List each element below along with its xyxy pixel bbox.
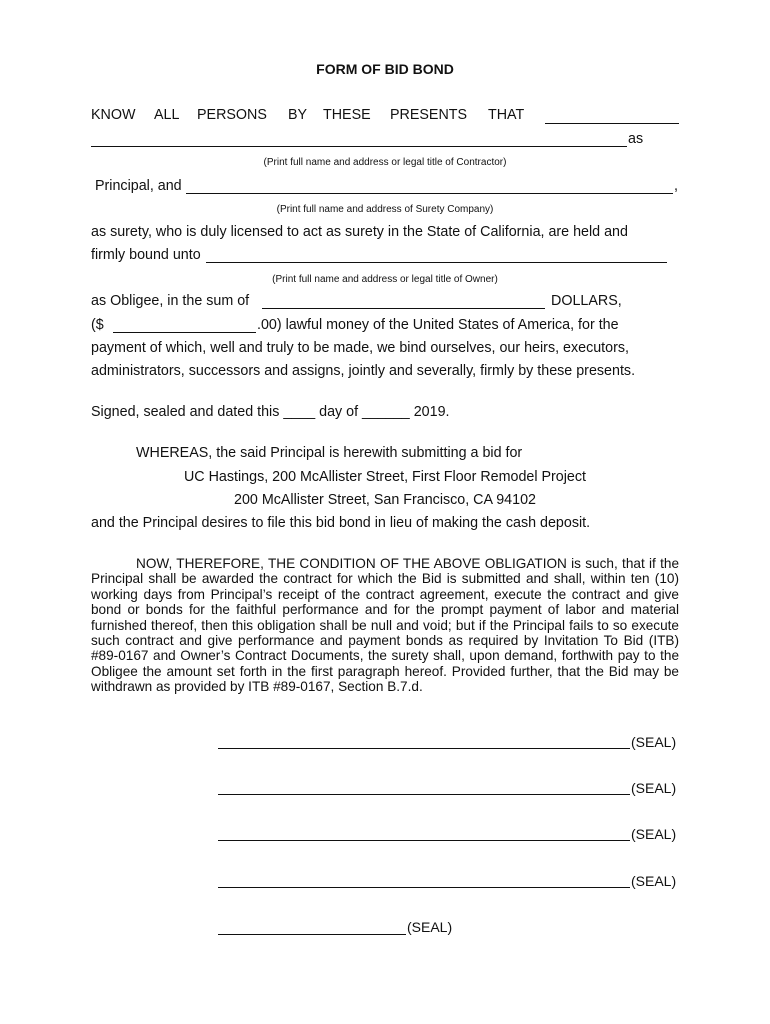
presents-word: PRESENTS: [390, 107, 468, 123]
principal-label: Principal, and: [95, 178, 182, 194]
signature-line[interactable]: [218, 887, 630, 888]
principal-comma: ,: [674, 178, 678, 194]
desires-line: and the Principal desires to file this bid bond in lieu of making the cash deposit.: [91, 515, 591, 531]
obligee-prefix: as Obligee, in the sum of: [91, 293, 250, 309]
by-word: BY: [288, 107, 308, 123]
seal-label: (SEAL): [631, 826, 677, 842]
amount-open: ($: [91, 317, 104, 333]
project-address: 200 McAllister Street, San Francisco, CA 94102: [234, 492, 536, 508]
seal-label: (SEAL): [631, 734, 677, 750]
condition-paragraph: NOW, THEREFORE, THE CONDITION OF THE ABOVE OBLIGATION is such, that if the Principal shall be awarded the contract for which the Bid is submitted and shall, within ten (10) working days from Principal’s receipt of the contract agreement, execute the contract and give bond or bonds for the faithful performance and for the prompt payment of labor and material furnished thereof, then this obligation shall be null and void; but if the Principal fails to so execute such contract and give performance and payment bonds as required by Invitation To Bid (ITB) #89-0167 and Owner’s Contract Documents, the surety shall, upon demand, forthwith pay to the Obligee the amount set forth in the first paragraph hereof. Provided further, that the Bid may be withdrawn as provided by ITB #89-0167, Section B.7.d.: [91, 556, 679, 695]
contractor-caption: (Print full name and address or legal title of Contractor): [263, 157, 507, 168]
signature-line-short[interactable]: [218, 934, 406, 935]
that-word: THAT: [488, 107, 525, 123]
sum-words-line[interactable]: [262, 308, 545, 309]
persons-word: PERSONS: [197, 107, 267, 123]
firmly-bound-label: firmly bound unto: [91, 247, 201, 263]
administrators-line: administrators, successors and assigns, jointly and severally, firmly by these presents.: [91, 363, 636, 379]
signature-line[interactable]: [218, 748, 630, 749]
seal-label: (SEAL): [407, 919, 453, 935]
amount-rest: .00) lawful money of the United States of America, for the: [257, 317, 619, 333]
amount-figure-line[interactable]: [113, 332, 256, 333]
whereas-line: WHEREAS, the said Principal is herewith submitting a bid for: [136, 445, 523, 461]
surety-statement: as surety, who is duly licensed to act as surety in the State of California, are held and: [91, 224, 628, 240]
surety-name-line[interactable]: [186, 193, 673, 194]
seal-label: (SEAL): [631, 780, 677, 796]
owner-name-line[interactable]: [206, 262, 667, 263]
dollars-label: DOLLARS,: [551, 293, 622, 309]
contractor-name-line-1[interactable]: [545, 123, 679, 124]
surety-caption: (Print full name and address of Surety Company): [276, 204, 494, 215]
signature-line[interactable]: [218, 794, 630, 795]
seal-label: (SEAL): [631, 873, 677, 889]
payment-line: payment of which, well and truly to be made, we bind ourselves, our heirs, executors,: [91, 340, 629, 356]
signed-dated-line: Signed, sealed and dated this ____ day of ______ 2019.: [91, 404, 450, 420]
document-title: FORM OF BID BOND: [316, 61, 454, 77]
know-word: KNOW: [91, 107, 136, 123]
these-word: THESE: [323, 107, 371, 123]
as-label: as: [628, 131, 644, 147]
owner-caption: (Print full name and address or legal title of Owner): [272, 274, 498, 285]
project-title: UC Hastings, 200 McAllister Street, First Floor Remodel Project: [183, 469, 587, 485]
all-word: ALL: [154, 107, 180, 123]
contractor-name-line-2[interactable]: [91, 146, 627, 147]
signature-line[interactable]: [218, 840, 630, 841]
